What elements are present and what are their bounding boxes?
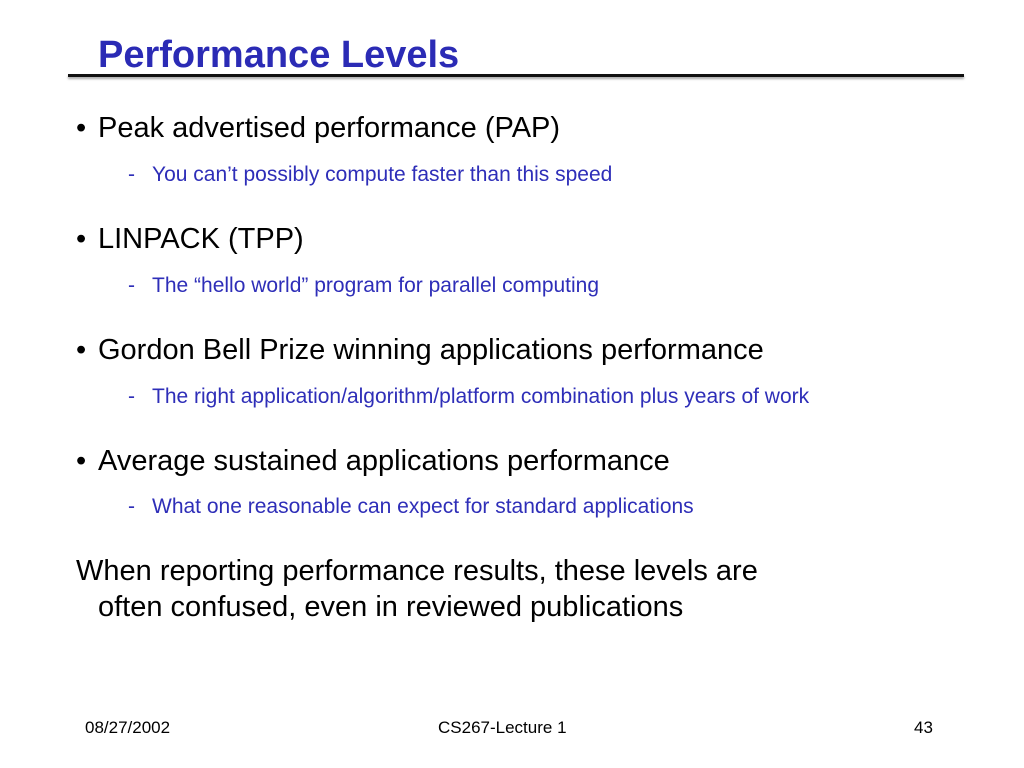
bullet-item bbox=[76, 444, 670, 478]
sub-bullet-text: The “hello world” program for parallel computing bbox=[152, 274, 600, 297]
sub-bullet-glyph: - bbox=[128, 385, 135, 408]
bullet-item bbox=[76, 111, 560, 145]
bullet-text: Peak advertised performance (PAP) bbox=[98, 112, 561, 144]
sub-bullet-text: You can’t possibly compute faster than this speed bbox=[152, 163, 613, 186]
bullet-glyph: • bbox=[76, 334, 87, 366]
sub-bullet-text: The right application/algorithm/platform combination plus years of work bbox=[152, 385, 810, 408]
bullet-item bbox=[76, 222, 304, 256]
slide-title: Performance Levels bbox=[98, 34, 460, 76]
bullet-text: LINPACK (TPP) bbox=[98, 223, 304, 255]
summary-note-line-2: often confused, even in reviewed publications bbox=[98, 591, 684, 623]
title-underline-rule bbox=[68, 74, 964, 77]
sub-bullet-glyph: - bbox=[128, 163, 135, 186]
bullet-text: Gordon Bell Prize winning applications performance bbox=[98, 334, 764, 366]
footer-course-name: CS267-Lecture 1 bbox=[438, 718, 567, 737]
bullet-glyph: • bbox=[76, 112, 87, 144]
footer-date: 08/27/2002 bbox=[85, 718, 171, 737]
sub-bullet-glyph: - bbox=[128, 274, 135, 297]
footer-page-number: 43 bbox=[914, 718, 933, 737]
summary-note-line-1: When reporting performance results, these levels are bbox=[76, 555, 758, 587]
sub-bullet-text: What one reasonable can expect for standard applications bbox=[152, 495, 694, 518]
summary-note bbox=[76, 553, 956, 625]
bullet-item bbox=[76, 333, 764, 367]
sub-bullet-item bbox=[128, 273, 599, 299]
sub-bullet-item bbox=[128, 162, 612, 188]
sub-bullet-glyph: - bbox=[128, 495, 135, 518]
bullet-glyph: • bbox=[76, 445, 87, 477]
bullet-text: Average sustained applications performance bbox=[98, 445, 670, 477]
sub-bullet-item bbox=[128, 494, 694, 520]
sub-bullet-item bbox=[128, 384, 809, 410]
bullet-glyph: • bbox=[76, 223, 87, 255]
